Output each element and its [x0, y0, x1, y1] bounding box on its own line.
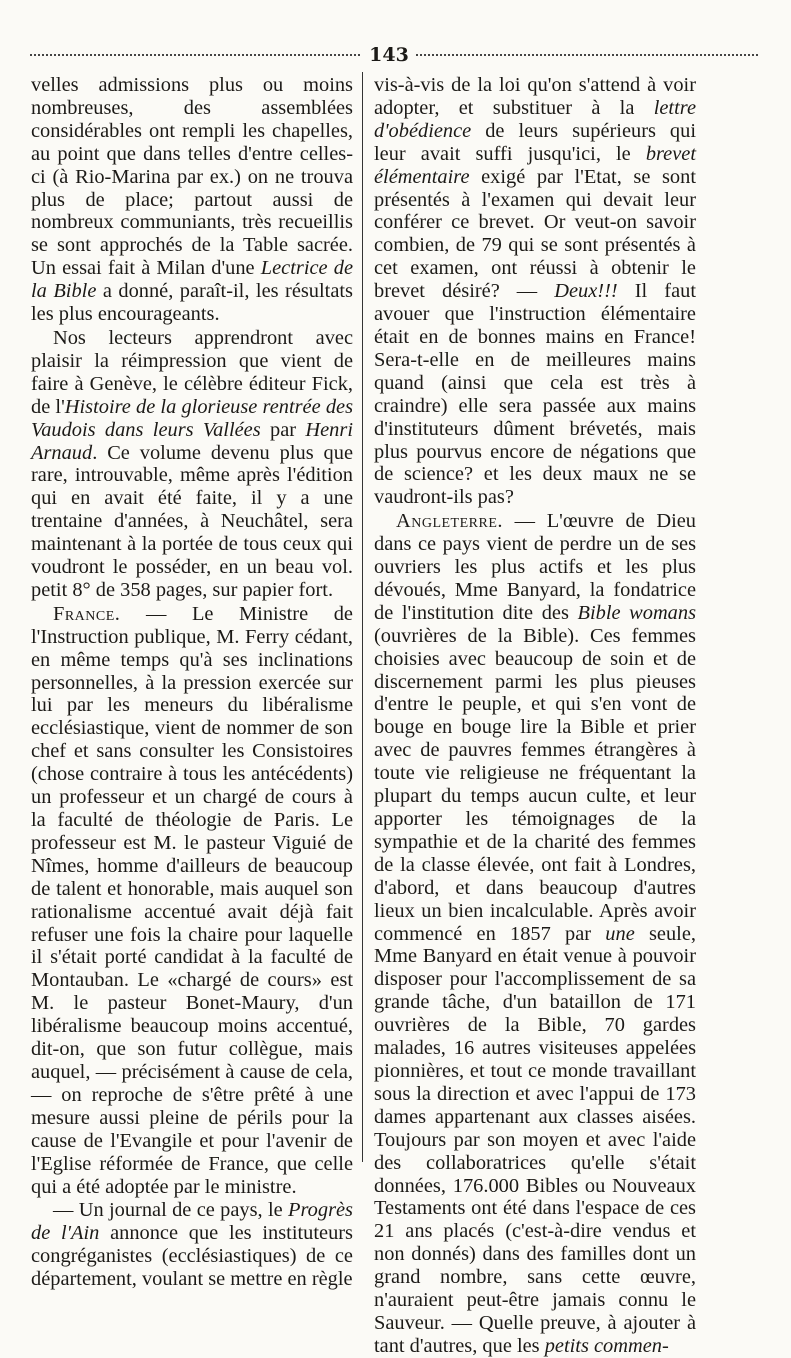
emphasis: Henri Arnaud	[31, 418, 353, 464]
paragraph-angleterre	[374, 510, 696, 1358]
emphasis: petits commen-	[544, 1334, 669, 1357]
text-span: annonce que les instituteurs congréganistes (ecclésiastiques) de ce département, voulant se mettre en règle	[31, 1222, 353, 1291]
section-heading: Angleterre.	[396, 510, 503, 533]
emphasis: Bible womans	[577, 601, 697, 624]
text-span: (ouvrières de la Bible). Ces femmes choisies avec beaucoup de soin et de discernement parmi les plus pieuses d'entre le peuple, et qui s'en vont de bouge en bouge lire la Bible et prier avec de pauvres femmes étrangères à toute vie religieuse ne fréquentant la plupart du temps aucun culte, et leur apporter les témoignages de la sympathie et de la charité des femmes de la classe élevée, ont fait à Londres, d'abord, et dans beaucoup d'autres lieux un bien incalculable. Après avoir commencé en 1857 par	[374, 624, 696, 945]
text-span: exigé par l'Etat, se sont présentés à l'examen qui devait leur conférer ce brevet. Or veut-on savoir combien, de 79 qui se sont présentés à cet examen, ont réussi à obtenir le brevet désiré? —	[374, 165, 696, 303]
text-span: — L'œuvre de Dieu dans ce pays vient de perdre un de ses ouvriers les plus actifs et les plus dévoués, Mme Banyard, la fondatrice de l'institution dite des	[374, 510, 696, 624]
text-span: a donné, paraît-il, les résultats les plus encourageants.	[31, 280, 353, 326]
column-divider	[362, 72, 363, 1162]
text-span: . Ce volume devenu plus que rare, introuvable, même après l'édition qui en avait été faite, il y a une trentaine d'années, à Neuchâtel, sera maintenant à la portée de tous ceux qui voudront le posséder, en un beau vol. petit 8° de 358 pages, sur papier fort.	[31, 441, 353, 601]
left-column	[31, 74, 353, 1291]
text-span: Nos lecteurs apprendront avec plaisir la réimpression que vient de faire à Genève, le célèbre éditeur Fick, de l'	[31, 326, 353, 418]
paragraph-france	[31, 603, 353, 1199]
text-span: — Un journal de ce pays, le	[53, 1199, 283, 1222]
emphasis: lettre d'obédience	[374, 96, 696, 142]
text-span: — Le Ministre de l'Instruction publique, M. Ferry cédant, en même temps qu'à ses inclinations personnelles, à la pression exercée sur lui par les meneurs du libéralisme ecclésiastique, vient de nommer de son chef et sans consulter les Consistoires (chose contraire à tous les antécédents) un professeur et un chargé de cours à la faculté de théologie de Paris. Le professeur est M. le pasteur Viguié de Nîmes, homme d'ailleurs de beaucoup de talent et honorable, mais auquel son rationalisme accentué avait déjà fait refuser une fois la chaire pour laquelle il s'était porté candidat à la faculté de Montauban. Le «chargé de cours» est M. le pasteur Bonet-Maury, d'un libéralisme beaucoup moins accentué, dit-on, que son futur collègue, mais auquel, — précisément à cause de cela, — on reproche de s'être prêté à une mesure aussi pleine de périls pour la cause de l'Evangile et pour l'avenir de l'Eglise réformée de France, que celle qui a été adoptée par le ministre.	[31, 602, 353, 1198]
text-span: vis-à-vis de la loi qu'on s'attend à voir adopter, et substituer à la	[374, 74, 696, 119]
paragraph-progres-de-lain	[31, 1199, 353, 1291]
paragraph-vaudois-reprint	[31, 327, 353, 602]
text-span: Il faut avouer que l'instruction élémentaire était en de bonnes mains en France! Sera-t-elle en de meilleures mains quand (ainsi que cela est très à craindre) elle sera passée aux mains d'instituteurs dûment brévetés, mais plus pourvus encore de négations que de science? et les deux maux ne se vaudront-ils pas?	[374, 280, 696, 509]
emphasis: Lectrice de la Bible	[31, 257, 353, 303]
text-span: velles admissions plus ou moins nombreuses, des assemblées considérables ont rempli les chapelles, au point que dans telles d'entre celles-ci (à Rio-Marina par ex.) on ne trouva plus de place; partout aussi de nombreux communiants, très recueillis se sont approchés de la Table sacrée. Un essai fait à Milan d'une	[31, 74, 353, 280]
emphasis: Progrès de l'Ain	[31, 1199, 353, 1245]
page-header	[30, 44, 758, 68]
text-span: de leurs supérieurs qui leur avait suffi jusqu'ici, le	[374, 119, 696, 165]
header-ornament-left	[30, 54, 360, 62]
emphasis: une	[605, 922, 635, 945]
header-ornament-right	[416, 54, 758, 62]
text-span: par	[270, 418, 297, 441]
emphasis: Histoire de la glorieuse rentrée des Vaudois dans leurs Vallées	[31, 395, 353, 441]
emphasis: brevet élémentaire	[374, 142, 697, 188]
paragraph-italy-continued	[31, 74, 353, 326]
emphasis: Deux!!!	[554, 280, 618, 303]
right-column	[374, 74, 696, 1358]
paragraph-brevet	[374, 74, 696, 509]
page-number: 143	[369, 44, 409, 66]
text-span: seule, Mme Banyard en était venue à pouvoir disposer pour l'accomplissement de sa grande tâche, d'un bataillon de 171 ouvrières de la Bible, 70 gardes malades, 16 autres visiteuses appelées pionnières, et tout ce monde travaillant sous la direction et avec l'appui de 173 dames appartenant aux classes aisées. Toujours par son moyen et avec l'aide des collaboratrices qu'elle s'était données, 176.000 Bibles ou Nouveaux Testaments ont été dans l'espace de ces 21 ans placés (c'est-à-dire vendus et non donnés) dans des familles dont un grand nombre, sans cette œuvre, n'auraient peut-être jamais connu le Sauveur. — Quelle preuve, à ajouter à tant d'autres, que les	[374, 922, 696, 1357]
section-heading: France.	[53, 602, 121, 625]
